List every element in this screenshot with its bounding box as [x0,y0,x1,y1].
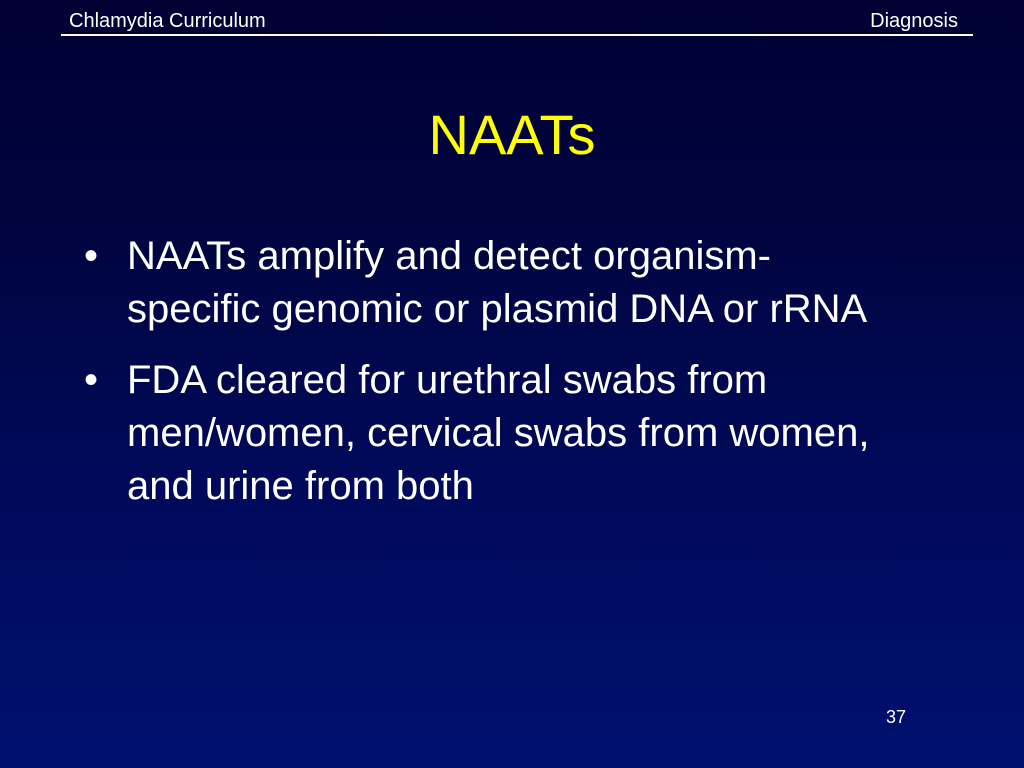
slide-title: NAATs [428,103,596,166]
bullet-item [84,230,884,336]
bullet-text: FDA cleared for urethral swabs from men/women, cervical swabs from women, and urine from both [127,358,870,508]
header-course-name: Chlamydia Curriculum [69,10,266,32]
bullet-dot-icon: • [84,358,99,402]
bullet-text: NAATs amplify and detect organism-specific genomic or plasmid DNA or rRNA [127,234,868,331]
bullet-item [84,354,884,513]
page-number: 37 [886,707,907,727]
header-divider [61,34,973,36]
bullet-list [84,230,884,531]
header-section-name: Diagnosis [870,10,958,32]
bullet-dot-icon: • [84,234,99,278]
